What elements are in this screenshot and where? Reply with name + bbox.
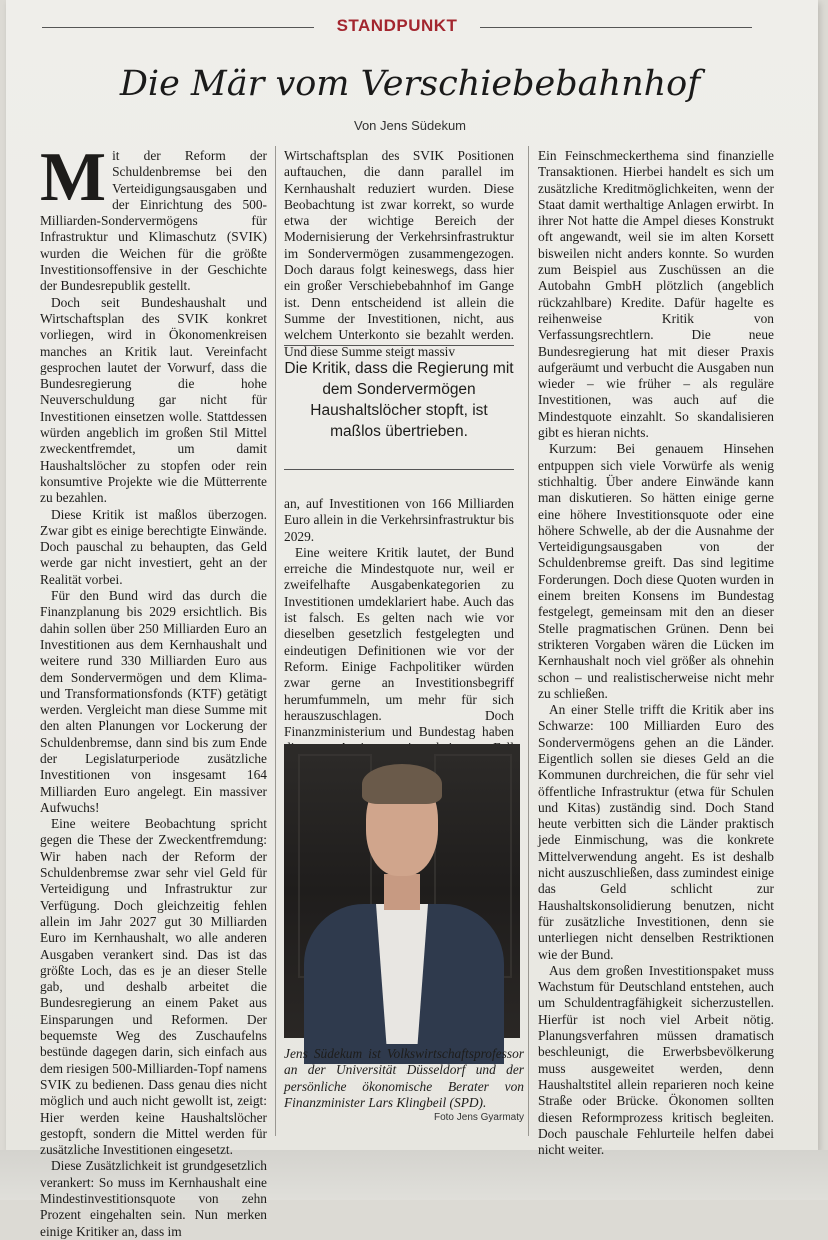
paragraph: it der Reform der Schuldenbremse bei den Verteidigungsausgaben und der Einrichtung des 500-Milliarden-Sondervermögens für Infrastruktur und Klimaschutz (SVIK) wurden die Weichen für die größte Investitionsoffensive in der Geschichte der Bundesrepublik gestellt. xyxy=(40,148,267,294)
pull-quote: Die Kritik, dass die Regierung mit dem Sondervermögen Haushaltslöcher stopft, ist maßlos übertrieben. xyxy=(284,345,514,470)
drop-cap: M xyxy=(40,139,107,216)
paragraph: Eine weitere Kritik lautet, der Bund erreiche die Mindestquote nur, weil er zweifelhafte Ausgabenkategorien zu Investitionen umdeklariert habe. Auch das ist falsch. Es gelten nach wie vor dieselben gesetzlich festgelegten und eindeutigen Definitionen wie vor der Reform. Einige Fachpolitiker würden zwar gerne an Investitionsbegriff herumfummeln, um mehr für sich herauszuschlagen. Doch Finanzministerium und Bundestag haben xyxy=(284,544,514,740)
paragraph: Doch seit Bundeshaushalt und Wirtschaftsplan des SVIK konkret vorliegen, wird in Ökonomenkreisen manches an Kritik laut. Vereinfacht gesprochen lautet der Vorwurf, dass die Bundesregierung die hohe Neuverschuldung gar nicht für Investitionen einsetzen wolle. Stattdessen würden angeblich im großen Stil Mittel zweckentfremdet, um damit Haushaltslöcher zu stopfen oder rein konsumtive Projekte wie die Mütterrente zu bezahlen. xyxy=(40,294,267,506)
article-column-2-bottom xyxy=(284,496,514,740)
paragraph: Für den Bund wird das durch die Finanzplanung bis 2029 ersichtlich. Bis dahin sollen über 250 Milliarden Euro an Investitionen aus dem Kernhaushalt und weitere rund 330 Milliarden Euro aus dem Sondervermögen und dem Klima- und Transformationsfonds (KTF) getätigt werden. Vergleicht man diese Summe mit den alten Planungen vor Lockerung der Schuldenbremse, dann sind bis zum Ende der Legislaturperiode zusätzliche Investitionen von insgesamt 164 Milliarden Euro angelegt. Ein massiver Aufwuchs! xyxy=(40,588,267,815)
paragraph: Kurzum: Bei genauem Hinsehen entpuppen sich viele Vorwürfe als wenig stichhaltig. Über andere Einwände kann man diskutieren. So hätten einige gerne eine höhere Investitionsquote oder eine höhere Schwelle, ab der die Ausnahme der Verteidigungsausgaben von der Schuldenbremse greift. Das sind legitime Forderungen. Doch diese Quoten wurden in einem breiten Konsens im Bundestag festgelegt, gemeinsam mit den an dieser Stelle pragmatischen Grünen. Denn bei strikteren Vorgaben wären die Lücken im Kernhaushalt noch viel größer als ohnehin schon – und realistischerweise nicht mehr zu schließen. xyxy=(538,441,774,701)
headline: Die Mär vom Verschiebebahnhof xyxy=(119,64,701,104)
article-column-1 xyxy=(40,139,268,1239)
rubric-rule-right xyxy=(480,27,752,28)
paragraph: Eine weitere Beobachtung spricht gegen die These der Zweckentfremdung: Wir haben nach der Reform der Schuldenbremse zwar sehr viel Geld für Verteidigung und Infrastruktur zur Verfügung. Doch gleichzeitig fehlen allein im Jahr 2027 gut 30 Milliarden Euro im Kernhaushalt, wo alle anderen Ausgaben verankert sind. Das ist das größte Loch, das es je an dieser Stelle gab, und deshalb arbeitet die Bundesregierung an einem Paket aus Einsparungen und Reformen. Der bequemste Weg des Zuschaufelns bestünde dagegen darin, sich einfach aus dem riesigen 500-Milliarden-Topf namens SVIK zu bedienen. Dass genau dies nicht möglich und auch nicht gewollt ist, zeigt: Hier werden keine Haushaltslöcher gestopft, sondern die Mittel werden für zusätzliche Investitionen eingesetzt. xyxy=(40,816,268,1158)
paragraph: Diese Kritik ist maßlos überzogen. Zwar gibt es einige berechtigte Einwände. Doch pauschal zu behaupten, das Geld werde gar nicht investiert, geht an der Realität vorbei. xyxy=(40,506,267,587)
photo-credit: Foto Jens Gyarmaty xyxy=(433,1112,524,1123)
neck xyxy=(384,874,420,910)
paragraph: Wirtschaftsplan des SVIK Positionen auftauchen, die dann parallel im Kernhaushalt reduziert wurden. Diese Beobachtung ist zwar korrekt, so wurde etwa der wichtige Bereich der Modernisierung der Verkehrsinfrastruktur im Sondervermögen zusammengezogen. Doch daraus folgt keineswegs, dass hier ein großer Verschiebebahnhof im Gange ist. Denn entscheidend ist allein die Summe der Investitionen, nicht, aus welchem Unterkonto sie bezahlt werden. Und diese Summe steigt massiv xyxy=(284,148,514,359)
byline: Von Jens Südekum xyxy=(353,118,467,133)
paragraph: An einer Stelle trifft die Kritik aber ins Schwarze: 100 Milliarden Euro des Sondervermögens gehen an die Länder. Eigentlich sollen sie dieses Geld an die Kommunen durchreichen, die für sehr viel öffentliche Infrastruktur (etwa für Schulen und Kitas) zuständig sind. Doch Stand heute verbitten sich die Länder praktisch jede Einmischung, was die konkrete Mittelverwendung angeht. Es ist deshalb nicht auszuschließen, dass zumindest einige das Geld schlicht zur Haushaltskonsolidierung benutzen, nicht für zusätzliche Investitionen, denn sie unterliegen nicht denselben Restriktionen wie der Bund. xyxy=(538,702,774,962)
paragraph: Aus dem großen Investitionspaket muss Wachstum für Deutschland entstehen, auch um Schuldentragfähigkeit sicherzustellen. Hierfür ist noch viel Arbeit nötig. Planungsverfahren müssen dramatisch beschleunigt, die Erwerbsbevölkerung muss ausgeweitet werden, denn Haushaltstitel allein reparieren noch keine Straße oder Brücke. Ökonomen sollten diesen Reformprozess kritisch begleiten. Doch pauschale Fehlurteile helfen dabei nicht weiter. xyxy=(538,962,774,1158)
column-divider xyxy=(528,146,529,1136)
rubric-rule-left xyxy=(42,27,314,28)
rubric-label: STANDPUNKT xyxy=(336,16,458,35)
paragraph: Diese Zusätzlichkeit ist grundgesetzlich verankert: So muss im Kernhaushalt eine Mindestinvestitionsquote von zehn Prozent eingehalten sein. Nun merken einige Kritiker an, dass im xyxy=(40,1158,267,1239)
author-photo xyxy=(284,744,520,1038)
column-divider xyxy=(275,146,276,1136)
article-column-2-top xyxy=(284,148,514,359)
hair xyxy=(362,764,442,804)
article-column-3 xyxy=(538,148,774,1158)
paragraph: Ein Feinschmeckerthema sind finanzielle Transaktionen. Hierbei handelt es sich um zusätzliche Kreditmöglichkeiten, wenn der Staat damit werthaltige Anlagen erwirbt. In ihrer Not hatte die Ampel dieses Konstrukt oft angewandt, weil sie im alten Korsett bisweilen nicht anders konnte. So wurden zum Beispiel aus Zuschüssen an die Autobahn GmbH plötzlich (angeblich rückzahlbare) Kredite. Dafür hagelte es reihenweise Kritik von Verfassungsrechtlern. Die neue Bundesregierung hat mit dieser Praxis aufgeräumt und verbucht die Ausgaben nun wieder – wie früher – als reguläre Investitionen, was auch auf die Mindestquote einzahlt. So skandalisieren gibt es hieran nichts. xyxy=(538,148,774,441)
photo-caption: Jens Südekum ist Volkswirtschaftsprofessor an der Universität Düsseldorf und der persönliche ökonomische Berater von Finanzminister Lars Klingbeil (SPD). xyxy=(284,1046,524,1110)
paragraph: an, auf Investitionen von 166 Milliarden Euro allein in die Verkehrsinfrastruktur bis 2029. xyxy=(284,496,514,544)
